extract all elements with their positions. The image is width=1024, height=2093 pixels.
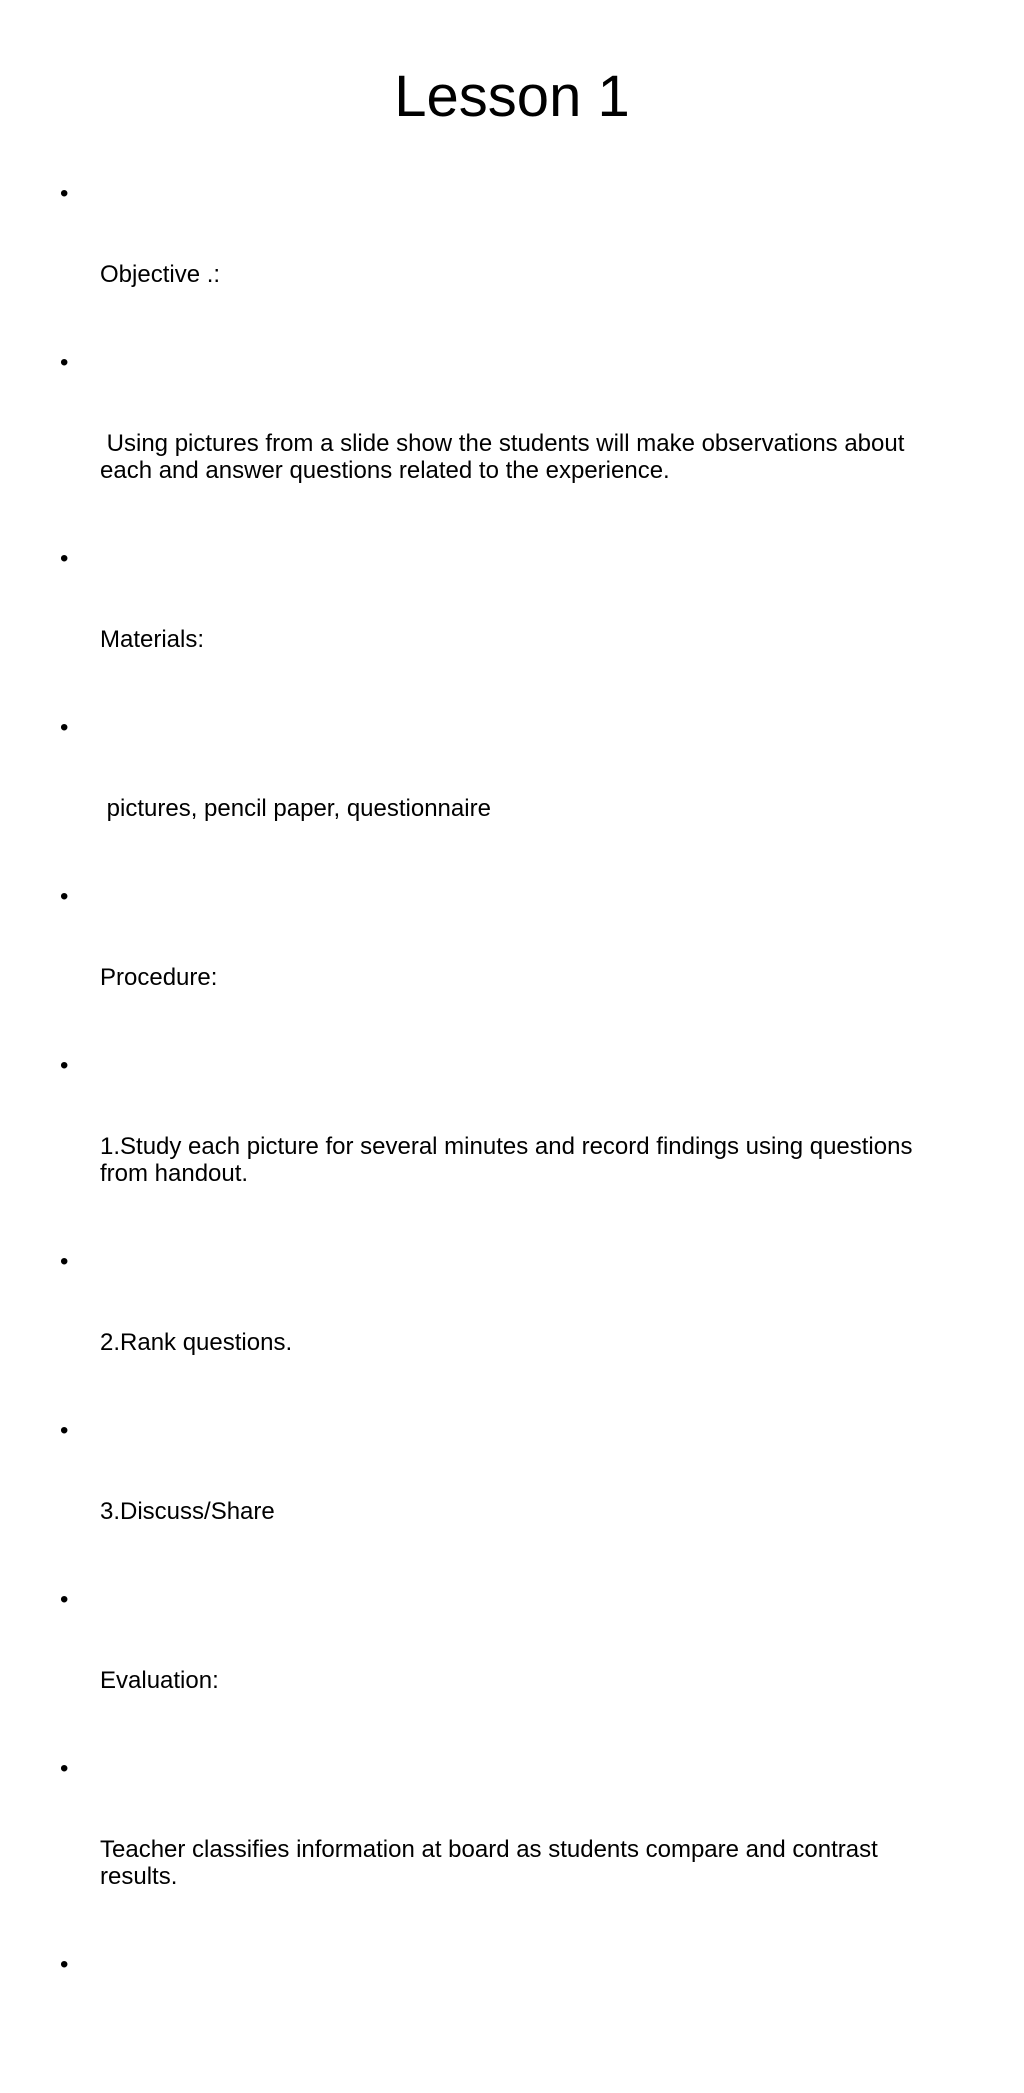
bullet-text: pictures, pencil paper, questionnaire (100, 795, 491, 822)
bullet-item-procedure-label (58, 883, 958, 1045)
bullet-marker: • (60, 883, 69, 910)
bullet-text: 2.Rank questions. (100, 1329, 293, 1356)
bullet-marker: • (60, 1417, 69, 1444)
bullet-list (58, 180, 958, 2093)
bullet-text: Evaluation: (100, 1667, 219, 1694)
bullet-marker: • (60, 180, 69, 207)
bullet-text: Objective .: (100, 261, 221, 288)
bullet-item-objective-label (58, 180, 958, 342)
bullet-text: Materials: (100, 626, 205, 653)
bullet-marker: • (60, 545, 69, 572)
bullet-marker: • (60, 1248, 69, 1275)
bullet-marker: • (60, 1755, 69, 1782)
bullet-item-evaluation-label (58, 1586, 958, 1748)
bullet-item-objective-text (58, 349, 958, 538)
bullet-marker: • (60, 714, 69, 741)
bullet-item-materials-text (58, 714, 958, 876)
bullet-text: Teacher classifies information at board as students compare and contrast results. (100, 1836, 885, 1890)
bullet-text: 1.Study each picture for several minutes and record findings using questions from handout. (100, 1133, 920, 1187)
bullet-text: 3.Discuss/Share (100, 1498, 275, 1525)
slide-title: Lesson 1 (394, 64, 630, 129)
bullet-marker: • (60, 1586, 69, 1613)
bullet-marker: • (60, 349, 69, 376)
bullet-item-procedure-step-3 (58, 1417, 958, 1579)
bullet-item-evaluation-text (58, 1755, 958, 1944)
bullet-marker: • (60, 1951, 69, 1978)
bullet-marker: • (60, 1052, 69, 1079)
bullet-item-empty (58, 1951, 958, 2086)
bullet-item-procedure-step-1 (58, 1052, 958, 1241)
bullet-item-materials-label (58, 545, 958, 707)
bullet-item-procedure-step-2 (58, 1248, 958, 1410)
bullet-text: Procedure: (100, 964, 218, 991)
bullet-text: Using pictures from a slide show the students will make observations about each and answer questions related to the experience. (100, 430, 918, 484)
